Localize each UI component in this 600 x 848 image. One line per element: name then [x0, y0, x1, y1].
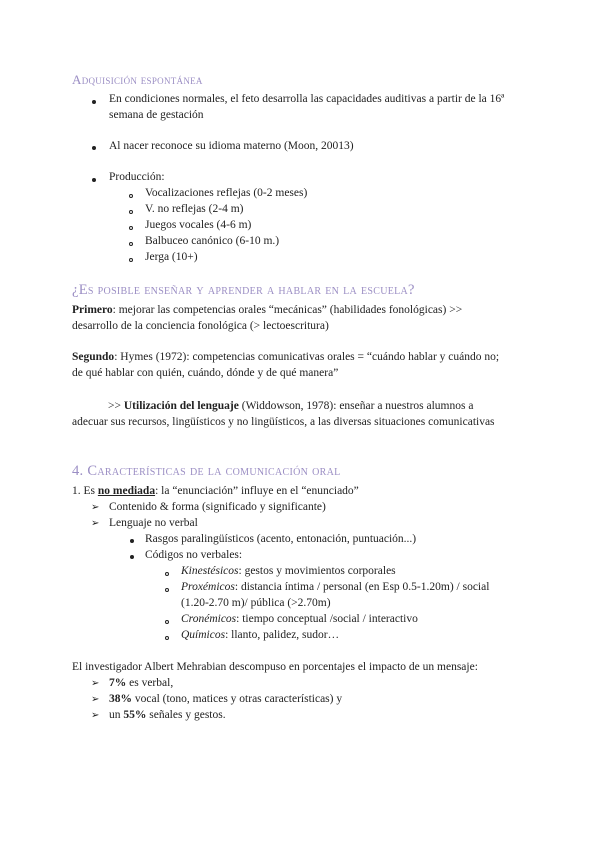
mehrabian-item-verbal: [109, 677, 173, 689]
dot-item-rasgos: Rasgos paralingüísticos (acento, entonación, puntuación...): [145, 533, 417, 545]
mehrabian-item-gestos: [109, 709, 226, 721]
m1-text: es verbal,: [126, 677, 174, 689]
segundo-text: : Hymes (1972): competencias comunicativas orales = “cuándo hablar y cuándo no;: [114, 351, 500, 363]
caracteristicas-item1: [72, 485, 359, 497]
heading-ensenar: ¿Es posible enseñar y aprender a hablar en la escuela?: [72, 282, 415, 298]
m3-text: señales y gestos.: [146, 709, 226, 721]
arrow-bullet-icon: ➢: [91, 678, 100, 689]
bullet-circle-icon: [129, 242, 133, 246]
item1-bold: no mediada: [97, 485, 156, 497]
kinesicos-item: [181, 565, 396, 577]
heading-adquisicion: Adquisición espontánea: [72, 72, 203, 87]
kinesicos-label: Kinestésicos: [181, 565, 239, 577]
utilizacion-text: (Widdowson, 1978): enseñar a nuestros alumnos a: [238, 400, 474, 412]
dot-item-codigos: Códigos no verbales:: [145, 549, 243, 561]
primero-label: Primero: [72, 304, 113, 316]
bullet-circle-icon: [165, 572, 169, 576]
adquisicion-bullet1-line2: semana de gestación: [109, 109, 204, 121]
bullet-circle-icon: [165, 620, 169, 624]
primero-line2: desarrollo de la conciencia fonológica (> lectoescritura): [72, 320, 329, 332]
primero-text: : mejorar las competencias orales “mecánicas” (habilidades fonológicas) >>: [112, 304, 463, 316]
adquisicion-bullet2: Al nacer reconoce su idioma materno (Moon, 20013): [109, 140, 354, 152]
m2-text: vocal (tono, matices y otras características) y: [132, 693, 343, 705]
utilizacion-prefix: >>: [108, 400, 124, 412]
arrow-bullet-icon: ➢: [91, 710, 100, 721]
bullet-circle-icon: [129, 194, 133, 198]
bullet-circle-icon: [129, 210, 133, 214]
sub-item: V. no reflejas (2-4 m): [145, 203, 244, 215]
sub-item: Balbuceo canónico (6-10 m.): [145, 235, 280, 247]
m3-prefix: un: [109, 709, 124, 721]
item1-prefix: 1. Es: [72, 485, 98, 497]
cronemicos-label: Cronémicos: [181, 613, 237, 625]
proxemicos-item: [181, 581, 489, 593]
segundo-line2: de qué hablar con quién, cuándo, dónde y de qué manera”: [72, 367, 339, 379]
bullet-dot-icon: [92, 146, 96, 150]
segundo-label: Segundo: [72, 351, 115, 363]
cronemicos-text: : tiempo conceptual /social / interactivo: [236, 613, 418, 625]
sub-item: Vocalizaciones reflejas (0-2 meses): [145, 187, 308, 199]
segundo-line1: [72, 351, 499, 363]
utilizacion-label: Utilización del lenguaje: [123, 400, 239, 412]
bullet-dot-icon: [92, 100, 96, 104]
adquisicion-bullet3: Producción:: [109, 171, 165, 183]
kinesicos-text: : gestos y movimientos corporales: [238, 565, 396, 577]
proxemicos-label: Proxémicos: [181, 581, 235, 593]
mehrabian-intro: El investigador Albert Mehrabian descompuso en porcentajes el impacto de un mensaje:: [72, 661, 478, 673]
adquisicion-bullet1-line1: En condiciones normales, el feto desarrolla las capacidades auditivas a partir de la 16ª: [109, 93, 505, 105]
bullet-dot-icon: [130, 539, 134, 543]
sub-item: Juegos vocales (4-6 m): [145, 219, 252, 231]
cronemicos-item: [181, 613, 418, 625]
bullet-circle-icon: [129, 258, 133, 262]
bullet-circle-icon: [165, 588, 169, 592]
bullet-dot-icon: [92, 178, 96, 182]
arrow-bullet-icon: ➢: [91, 502, 100, 513]
bullet-circle-icon: [165, 636, 169, 640]
m2-bold: 38%: [109, 693, 132, 705]
proxemicos-line2: (1.20-2.70 m)/ pública (>2.70m): [181, 597, 331, 609]
quimicos-item: [181, 629, 339, 641]
utilizacion-line2: adecuar sus recursos, lingüísticos y no lingüísticos, a las diversas situaciones comunicativas: [72, 416, 495, 428]
arrow-item-lenguaje: Lenguaje no verbal: [109, 517, 198, 529]
item1-rest: : la “enunciación” influye en el “enunciado”: [155, 485, 359, 497]
arrow-item-contenido: Contenido & forma (significado y significante): [109, 501, 326, 513]
m3-bold: 55%: [123, 709, 147, 721]
heading-caracteristicas: 4. Características de la comunicación oral: [72, 463, 341, 479]
quimicos-label: Químicos: [181, 629, 226, 641]
arrow-bullet-icon: ➢: [91, 518, 100, 529]
arrow-bullet-icon: ➢: [91, 694, 100, 705]
utilizacion-line1: [108, 400, 473, 412]
proxemicos-text: : distancia íntima / personal (en Esp 0.5-1.20m) / social: [234, 581, 490, 593]
quimicos-text: : llanto, palidez, sudor…: [225, 629, 340, 641]
primero-line1: [72, 304, 462, 316]
sub-item: Jerga (10+): [145, 251, 198, 263]
m1-bold: 7%: [109, 677, 127, 689]
bullet-dot-icon: [130, 555, 134, 559]
bullet-circle-icon: [129, 226, 133, 230]
mehrabian-item-vocal: [109, 693, 342, 705]
